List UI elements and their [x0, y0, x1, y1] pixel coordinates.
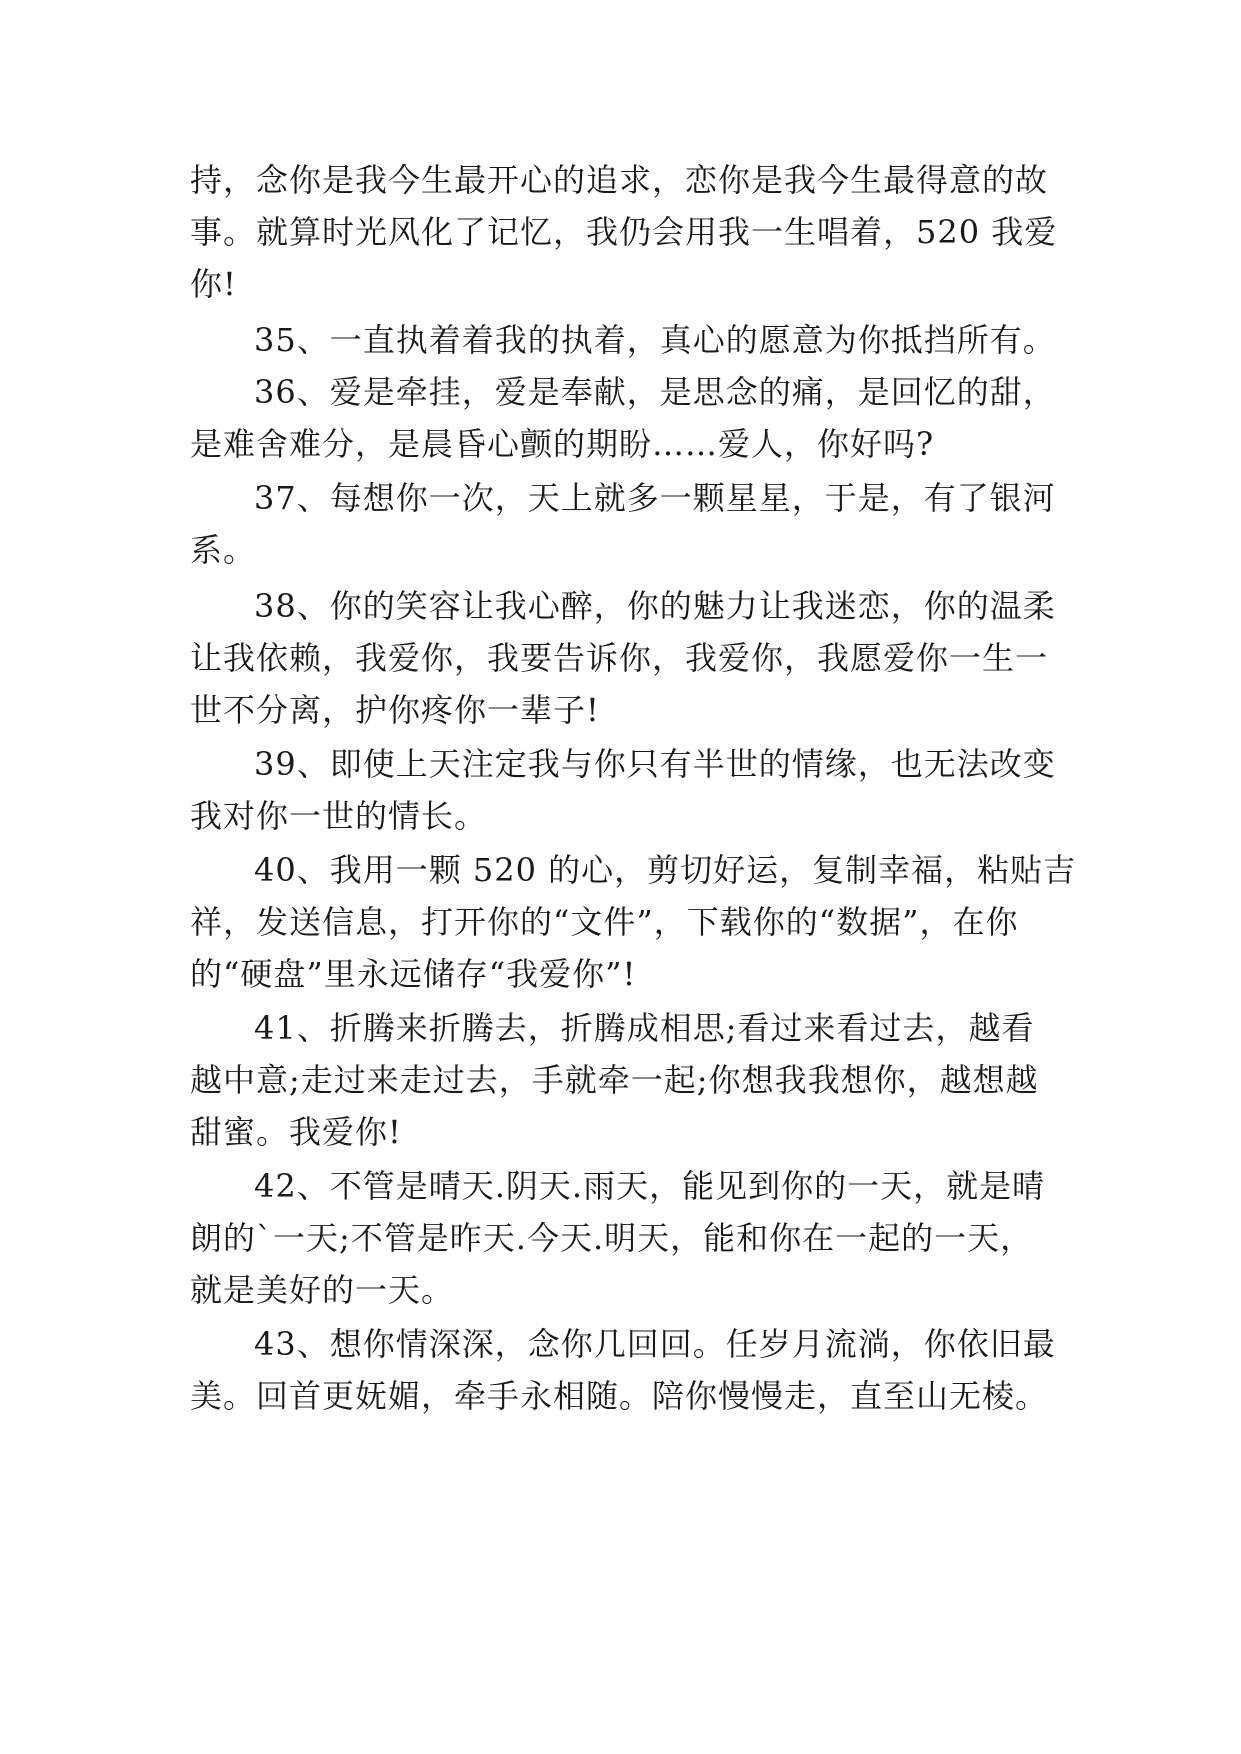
paragraph-38-line: 让我依赖，我爱你，我要告诉你，我爱你，我愿爱你一生一	[190, 639, 1049, 677]
paragraph-38-line: 世不分离，护你疼你一辈子!	[190, 691, 600, 729]
paragraph-42-line: 就是美好的一天。	[190, 1271, 455, 1309]
paragraph-40-line: 的“硬盘”里永远储存“我爱你”!	[190, 955, 637, 993]
paragraph-43-line: 43、想你情深深，念你几回回。任岁月流淌，你依旧最	[254, 1325, 1056, 1363]
paragraph-41-line: 甜蜜。我爱你!	[190, 1113, 402, 1151]
paragraph-40-line: 40、我用一颗 520 的心，剪切好运，复制幸福，粘贴吉	[254, 851, 1077, 889]
paragraph-41-line: 越中意;走过来走过去，手就牵一起;你想我我想你，越想越	[190, 1061, 1039, 1099]
paragraph-38-line: 38、你的笑容让我心醉，你的魅力让我迷恋，你的温柔	[254, 587, 1056, 625]
paragraph-42-line: 42、不管是晴天.阴天.雨天，能见到你的一天，就是晴	[254, 1167, 1046, 1205]
paragraph-36-line: 是难舍难分，是晨昏心颤的期盼……爱人，你好吗?	[190, 425, 935, 463]
paragraph-40-line: 祥，发送信息，打开你的“文件”，下载你的“数据”，在你	[190, 903, 1019, 941]
paragraph-43-line: 美。回首更妩媚，牵手永相随。陪你慢慢走，直至山无棱。	[190, 1377, 1049, 1415]
paragraph-42-line: 朗的`一天;不管是昨天.今天.明天，能和你在一起的一天，	[190, 1219, 1034, 1257]
text-line: 事。就算时光风化了记忆，我仍会用我一生唱着，520 我爱	[190, 213, 1058, 251]
paragraph-39-line: 39、即使上天注定我与你只有半世的情缘，也无法改变	[254, 745, 1056, 783]
paragraph-37-line: 系。	[190, 531, 257, 569]
text-line: 持，念你是我今生最开心的追求，恋你是我今生最得意的故	[190, 161, 1049, 199]
paragraph-36-line: 36、爱是牵挂，爱是奉献，是思念的痛，是回忆的甜，	[254, 373, 1056, 411]
paragraph-37-line: 37、每想你一次，天上就多一颗星星，于是，有了银河	[254, 479, 1056, 517]
paragraph-41-line: 41、折腾来折腾去，折腾成相思;看过来看过去，越看	[254, 1009, 1035, 1047]
paragraph-39-line: 我对你一世的情长。	[190, 797, 488, 835]
paragraph-35-line: 35、一直执着着我的执着，真心的愿意为你抵挡所有。	[254, 321, 1056, 359]
text-line: 你!	[190, 265, 237, 303]
